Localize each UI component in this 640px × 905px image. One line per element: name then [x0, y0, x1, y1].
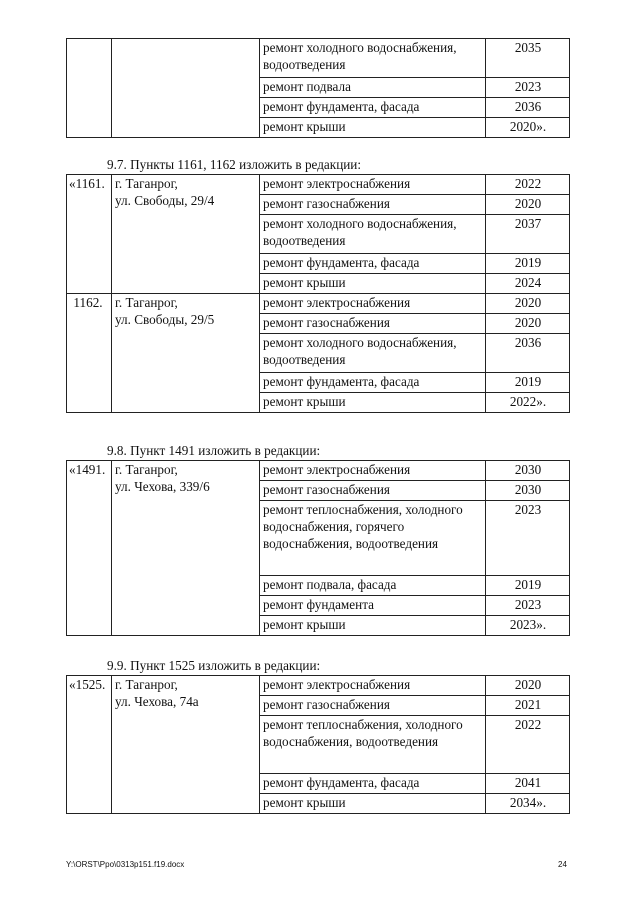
year-cell: 2020	[486, 676, 570, 696]
work-cell: ремонт холодного водоснабжения, водоотведения	[260, 39, 486, 78]
number-cell	[67, 39, 112, 138]
work-cell: ремонт крыши	[260, 616, 486, 636]
year-cell: 2023	[486, 501, 570, 576]
year-cell: 2022	[486, 716, 570, 774]
table-row	[67, 676, 570, 696]
table-row	[67, 175, 570, 195]
year-cell: 2019	[486, 254, 570, 274]
section-9-8-block	[66, 460, 569, 636]
year-cell: 2020	[486, 294, 570, 314]
year-cell: 2036	[486, 98, 570, 118]
work-cell: ремонт газоснабжения	[260, 481, 486, 501]
year-cell: 2041	[486, 774, 570, 794]
address-street: ул. Свободы, 29/5	[115, 312, 215, 327]
item-number: «1161.	[67, 175, 112, 294]
address-cell	[112, 175, 260, 294]
work-cell: ремонт подвала	[260, 78, 486, 98]
address-city: г. Таганрог,	[115, 295, 178, 310]
section-heading-9-9: 9.9. Пункт 1525 изложить в редакции:	[107, 658, 321, 673]
work-cell: ремонт крыши	[260, 274, 486, 294]
address-city: г. Таганрог,	[115, 462, 178, 477]
work-cell: ремонт фундамента, фасада	[260, 254, 486, 274]
work-cell: ремонт крыши	[260, 794, 486, 814]
year-cell: 2019	[486, 576, 570, 596]
work-cell: ремонт газоснабжения	[260, 195, 486, 215]
year-cell: 2023	[486, 596, 570, 616]
address-street: ул. Свободы, 29/4	[115, 193, 215, 208]
work-cell: ремонт подвала, фасада	[260, 576, 486, 596]
address-city: г. Таганрог,	[115, 176, 178, 191]
year-cell: 2021	[486, 696, 570, 716]
table-row	[67, 461, 570, 481]
table-row	[67, 294, 570, 314]
year-cell: 2037	[486, 215, 570, 254]
footer-page-number: 24	[558, 860, 567, 869]
year-cell: 2030	[486, 481, 570, 501]
address-city: г. Таганрог,	[115, 677, 178, 692]
work-cell: ремонт крыши	[260, 393, 486, 413]
work-cell: ремонт фундамента, фасада	[260, 373, 486, 393]
top-table-block	[66, 38, 569, 138]
item-number: «1525.	[67, 676, 112, 814]
item-number: 1162.	[67, 294, 112, 413]
year-cell: 2020	[486, 195, 570, 215]
section-heading-9-8: 9.8. Пункт 1491 изложить в редакции:	[107, 443, 321, 458]
year-cell: 2035	[486, 39, 570, 78]
work-cell: ремонт теплоснабжения, холодного водоснабжения, водоотведения	[260, 716, 486, 774]
address-cell	[112, 39, 260, 138]
section-9-9-table	[66, 675, 570, 814]
table-row	[67, 39, 570, 78]
year-cell: 2036	[486, 334, 570, 373]
work-cell: ремонт холодного водоснабжения, водоотведения	[260, 215, 486, 254]
address-cell	[112, 676, 260, 814]
section-9-7-block	[66, 174, 569, 413]
work-cell: ремонт электроснабжения	[260, 175, 486, 195]
item-number: «1491.	[67, 461, 112, 636]
work-cell: ремонт фундамента, фасада	[260, 774, 486, 794]
year-cell: 2022».	[486, 393, 570, 413]
footer-file-path: Y:\ORST\Ppo\0313p151.f19.docx	[66, 860, 185, 869]
work-cell: ремонт крыши	[260, 118, 486, 138]
work-cell: ремонт электроснабжения	[260, 294, 486, 314]
address-street: ул. Чехова, 339/6	[115, 479, 210, 494]
year-cell: 2034».	[486, 794, 570, 814]
work-cell: ремонт электроснабжения	[260, 676, 486, 696]
year-cell: 2020».	[486, 118, 570, 138]
work-cell: ремонт холодного водоснабжения, водоотведения	[260, 334, 486, 373]
work-cell: ремонт газоснабжения	[260, 696, 486, 716]
year-cell: 2019	[486, 373, 570, 393]
section-9-8-table	[66, 460, 570, 636]
year-cell: 2023».	[486, 616, 570, 636]
address-cell	[112, 461, 260, 636]
section-heading-9-7: 9.7. Пункты 1161, 1162 изложить в редакции:	[107, 157, 362, 172]
work-cell: ремонт газоснабжения	[260, 314, 486, 334]
work-cell: ремонт фундамента, фасада	[260, 98, 486, 118]
work-cell: ремонт фундамента	[260, 596, 486, 616]
work-cell: ремонт электроснабжения	[260, 461, 486, 481]
address-street: ул. Чехова, 74а	[115, 694, 199, 709]
section-9-7-table	[66, 174, 570, 413]
work-cell: ремонт теплоснабжения, холодного водоснабжения, горячего водоснабжения, водоотведения	[260, 501, 486, 576]
top-table	[66, 38, 570, 138]
year-cell: 2023	[486, 78, 570, 98]
year-cell: 2030	[486, 461, 570, 481]
address-cell	[112, 294, 260, 413]
year-cell: 2020	[486, 314, 570, 334]
year-cell: 2022	[486, 175, 570, 195]
section-9-9-block	[66, 675, 569, 814]
year-cell: 2024	[486, 274, 570, 294]
